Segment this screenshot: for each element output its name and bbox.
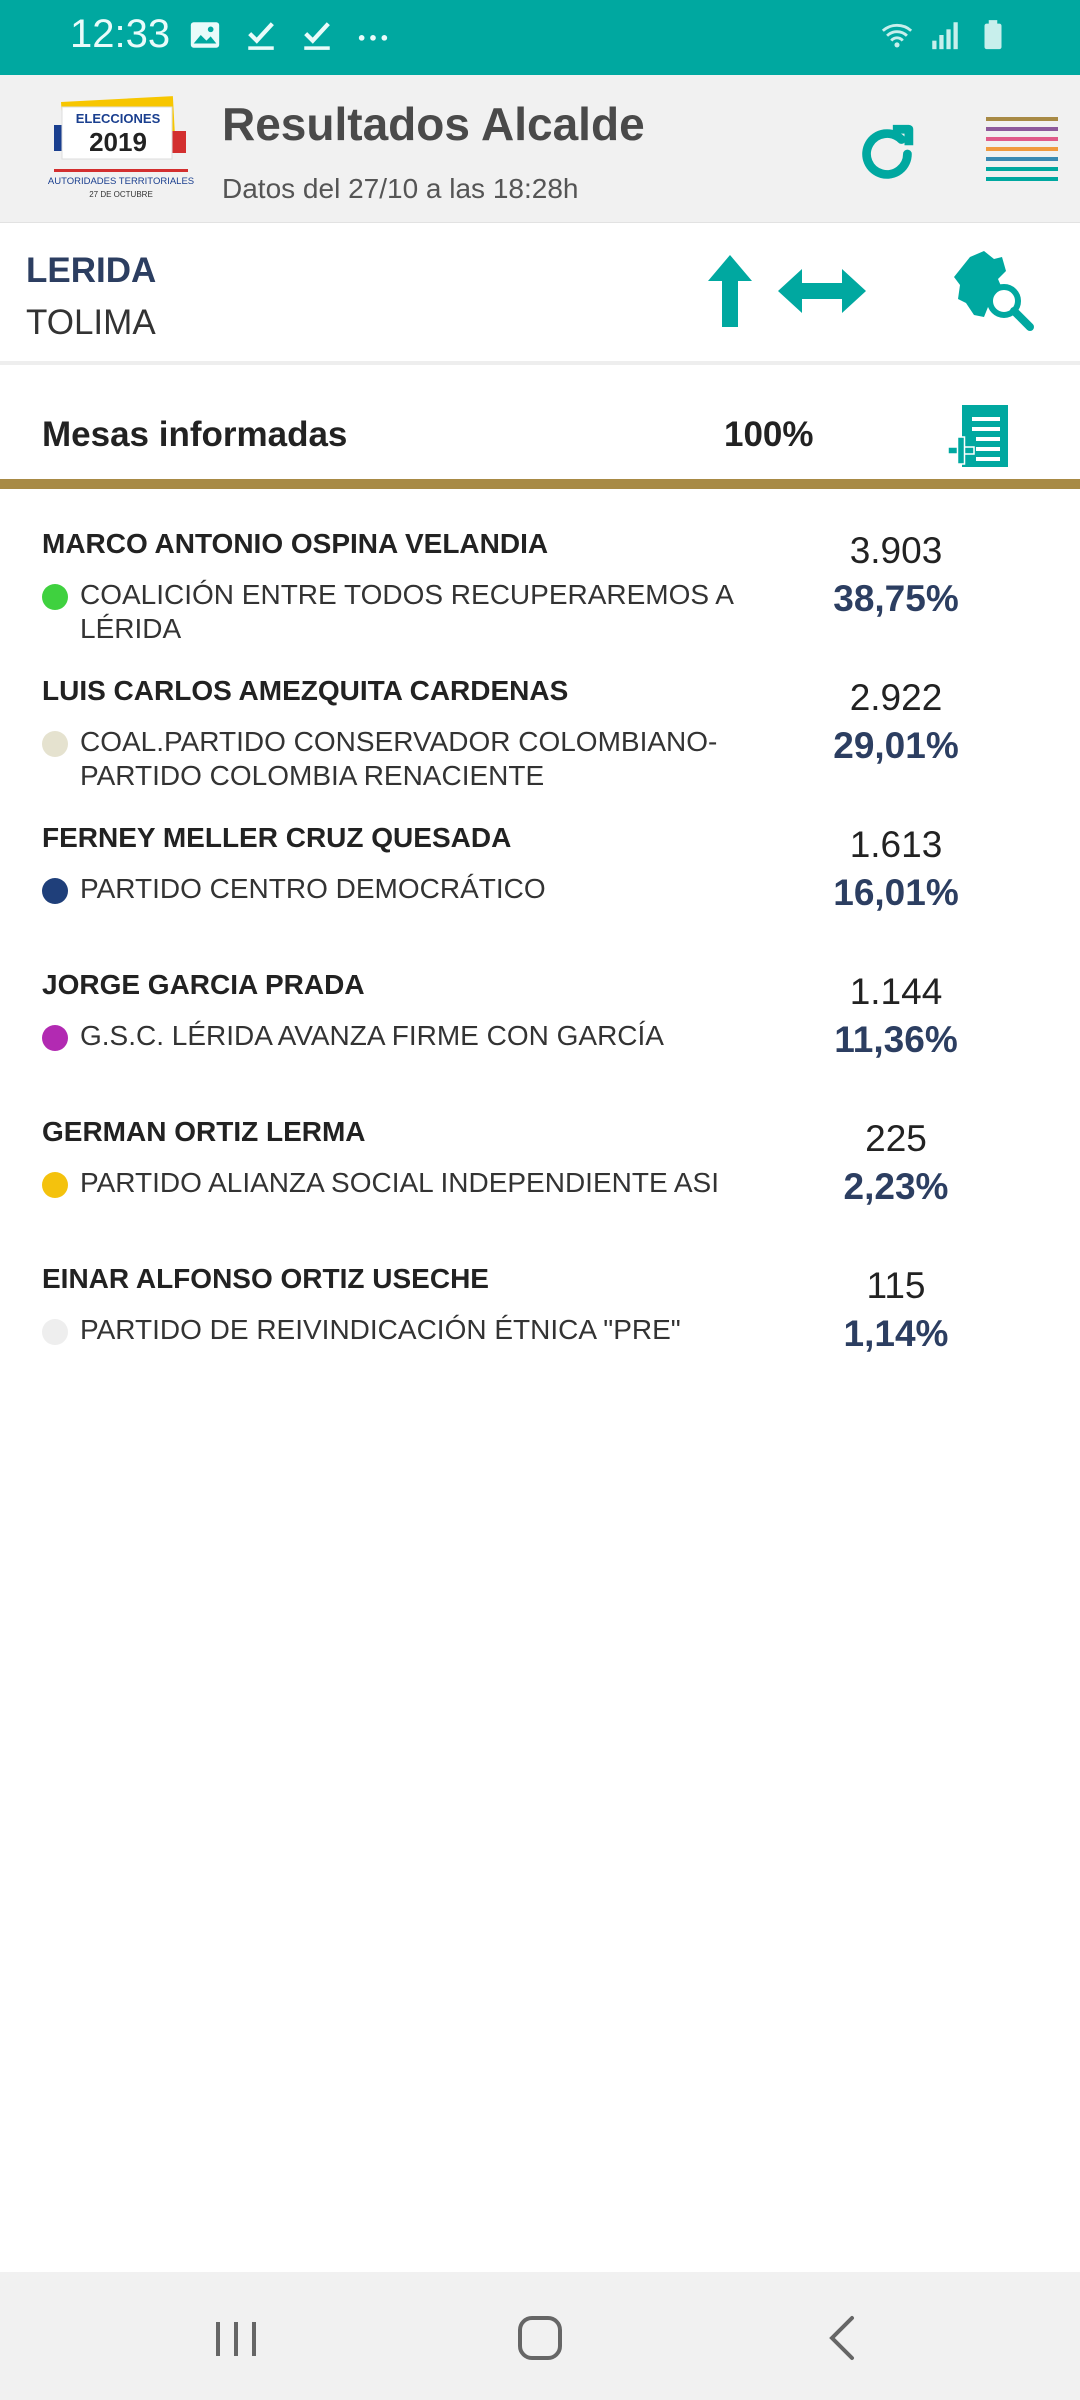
check-icon-2 [300,18,334,52]
data-timestamp: Datos del 27/10 a las 18:28h [222,173,579,204]
document-add-icon[interactable] [948,405,1010,469]
refresh-icon[interactable] [852,119,922,189]
battery-icon [976,18,1010,52]
departamento-name: TOLIMA [26,303,156,342]
location-selector [0,223,1080,365]
candidate-name: LUIS CARLOS AMEZQUITA CARDENAS [42,675,569,706]
check-icon [244,18,278,52]
party [42,725,832,793]
party-name: G.S.C. LÉRIDA AVANZA FIRME CON GARCÍA [80,1020,664,1051]
vote-count: 2.922 [849,677,943,718]
party-name: PARTIDO ALIANZA SOCIAL INDEPENDIENTE ASI [80,1167,719,1198]
party-color-dot [42,1025,68,1051]
result-row[interactable] [0,1098,1080,1245]
municipio-name: LERIDA [26,251,157,290]
mesas-informadas-row [0,369,1080,489]
vote-percent: 1,14% [843,1313,949,1354]
mesas-label: Mesas informadas [42,415,348,454]
candidate-name: FERNEY MELLER CRUZ QUESADA [42,822,512,853]
app-header [0,75,1080,223]
result-row[interactable] [0,804,1080,951]
candidate-name: GERMAN ORTIZ LERMA [42,1116,366,1147]
vote-percent: 29,01% [833,725,959,766]
party-name: PARTIDO CENTRO DEMOCRÁTICO [80,873,546,904]
wifi-icon [880,18,914,52]
candidate-name: JORGE GARCIA PRADA [42,969,365,1000]
vote-percent: 16,01% [833,872,959,913]
arrow-up-icon[interactable] [702,253,758,329]
party-color-dot [42,584,68,610]
vote-percent: 38,75% [833,578,959,619]
party-name: PARTIDO DE REIVINDICACIÓN ÉTNICA "PRE" [80,1314,681,1345]
party [42,1019,832,1053]
system-icons [880,18,1010,52]
party-color-dot [42,1172,68,1198]
logo-year: 2019 [89,127,147,157]
party [42,578,832,646]
signal-icon [928,18,962,52]
status-bar [0,0,1080,75]
logo-line1: ELECCIONES [75,111,161,126]
logo-line3: 27 DE OCTUBRE [89,190,153,199]
vote-count: 225 [865,1118,927,1159]
result-row[interactable] [0,1245,1080,1392]
status-time: 12:33 [70,12,171,56]
menu-icon[interactable] [984,111,1060,187]
vote-percent: 2,23% [843,1166,949,1207]
result-row[interactable] [0,657,1080,804]
vote-count: 1.613 [849,824,943,865]
result-row[interactable] [0,951,1080,1098]
vote-percent: 11,36% [834,1019,958,1060]
result-row[interactable] [0,510,1080,657]
page-title: Resultados Alcalde [222,98,645,150]
gallery-icon [188,18,222,52]
recent-apps-icon[interactable] [208,2310,264,2366]
back-icon[interactable] [816,2310,872,2366]
home-icon[interactable] [512,2310,568,2366]
party [42,1313,832,1347]
mesas-value: 100% [724,415,814,454]
elecciones-logo [48,93,194,205]
map-search-icon[interactable] [952,247,1036,337]
logo-line2: AUTORIDADES TERRITORIALES [48,176,194,187]
system-nav-bar [0,2272,1080,2400]
party [42,872,832,906]
candidate-name: MARCO ANTONIO OSPINA VELANDIA [42,528,549,559]
more-icon [356,18,390,52]
party-name: COALICIÓN ENTRE TODOS RECUPERAREMOS A LÉRIDA [80,579,733,644]
vote-count: 1.144 [849,971,943,1012]
arrows-horizontal-icon[interactable] [776,263,868,319]
candidate-name: EINAR ALFONSO ORTIZ USECHE [42,1263,489,1294]
party-color-dot [42,878,68,904]
vote-count: 3.903 [849,530,943,571]
results-list [0,510,1080,1392]
vote-count: 115 [866,1265,926,1306]
party-color-dot [42,1319,68,1345]
party-name: COAL.PARTIDO CONSERVADOR COLOMBIANO- PARTIDO COLOMBIA RENACIENTE [80,726,718,791]
party [42,1166,832,1200]
party-color-dot [42,731,68,757]
notification-icons [188,18,390,52]
